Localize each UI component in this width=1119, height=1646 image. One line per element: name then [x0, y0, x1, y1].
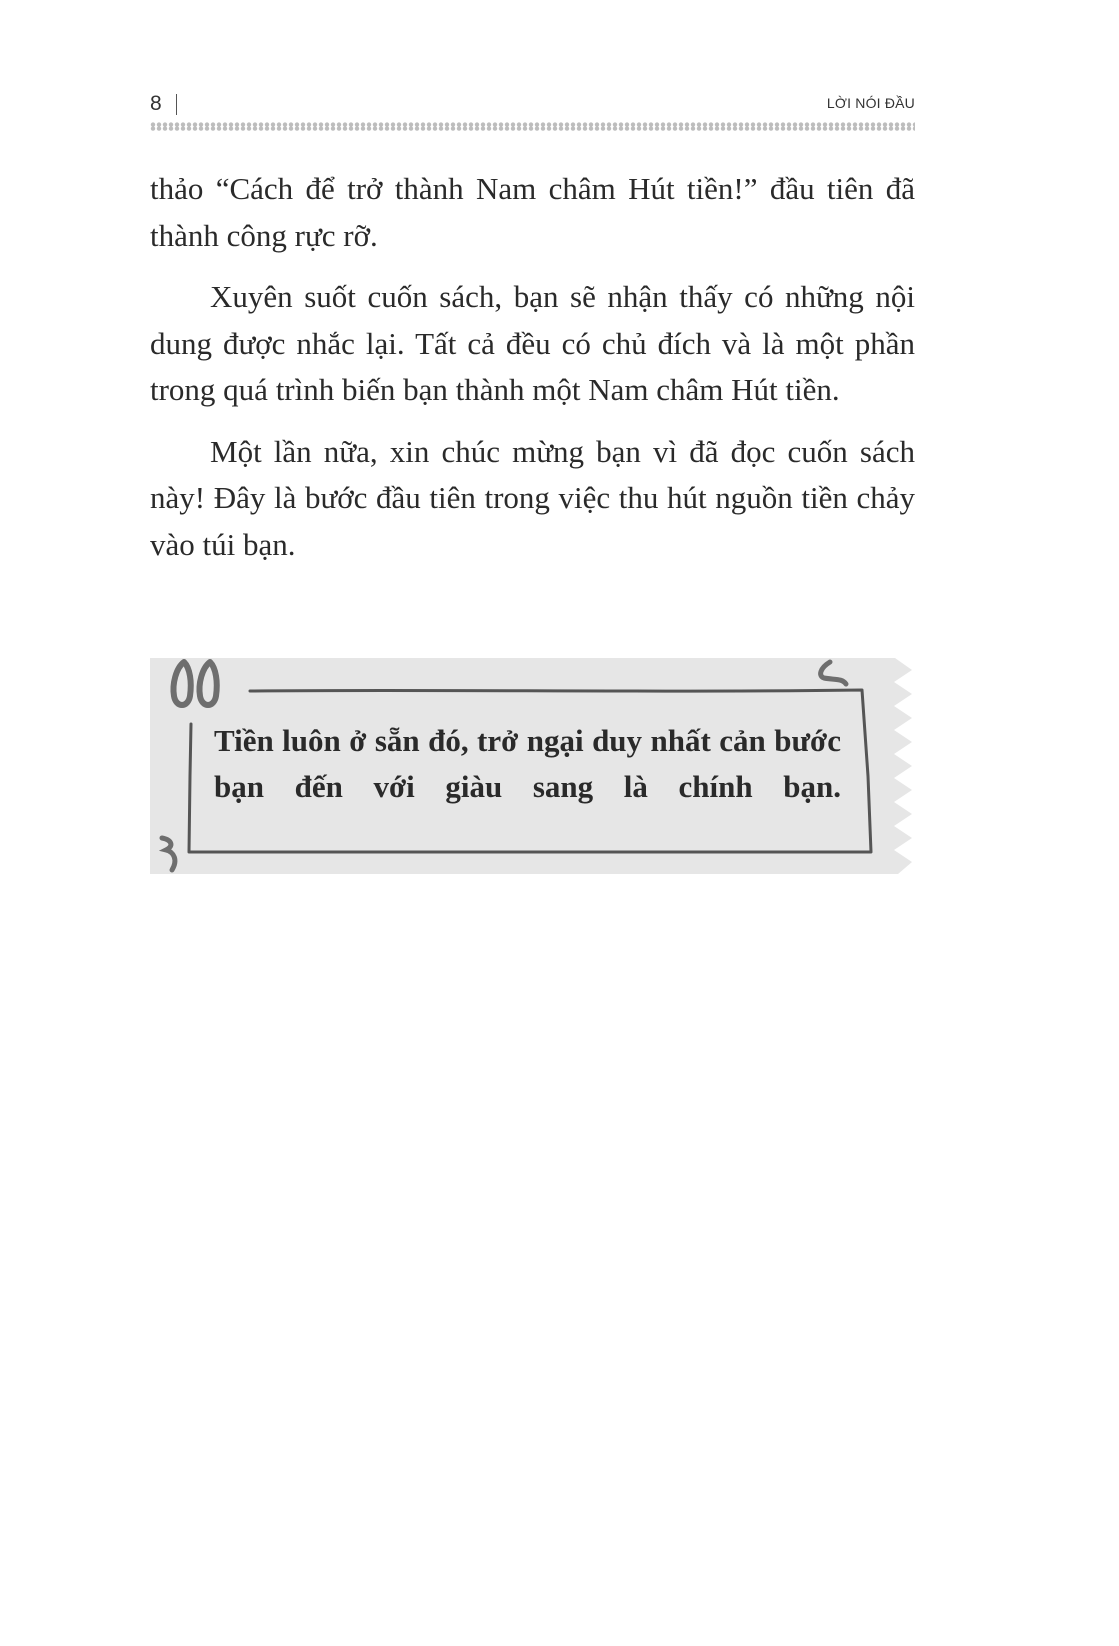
page-number-divider — [176, 94, 177, 115]
running-head: LỜI NÓI ĐẦU — [826, 95, 915, 111]
body-text — [150, 166, 915, 583]
page-number: 8 — [150, 92, 162, 115]
paragraph: Xuyên suốt cuốn sách, bạn sẽ nhận thấy có những nội dung được nhắc lại. Tất cả đều có chủ đích và là một phần trong quá trình biến bạn thành một Nam châm Hút tiền. — [150, 279, 915, 407]
quote-box — [150, 656, 914, 878]
header-rule — [150, 122, 915, 131]
quote-text: Tiền luôn ở sẵn đó, trở ngại duy nhất cản bước bạn đến với giàu sang là chính bạn. — [214, 723, 841, 804]
paragraph: Một lần nữa, xin chúc mừng bạn vì đã đọc cuốn sách này! Đây là bước đầu tiên trong việc thu hút nguồn tiền chảy vào túi bạn. — [150, 433, 915, 562]
paragraph: thảo “Cách để trở thành Nam châm Hút tiền!” đầu tiên đã thành công rực rỡ. — [150, 171, 915, 253]
